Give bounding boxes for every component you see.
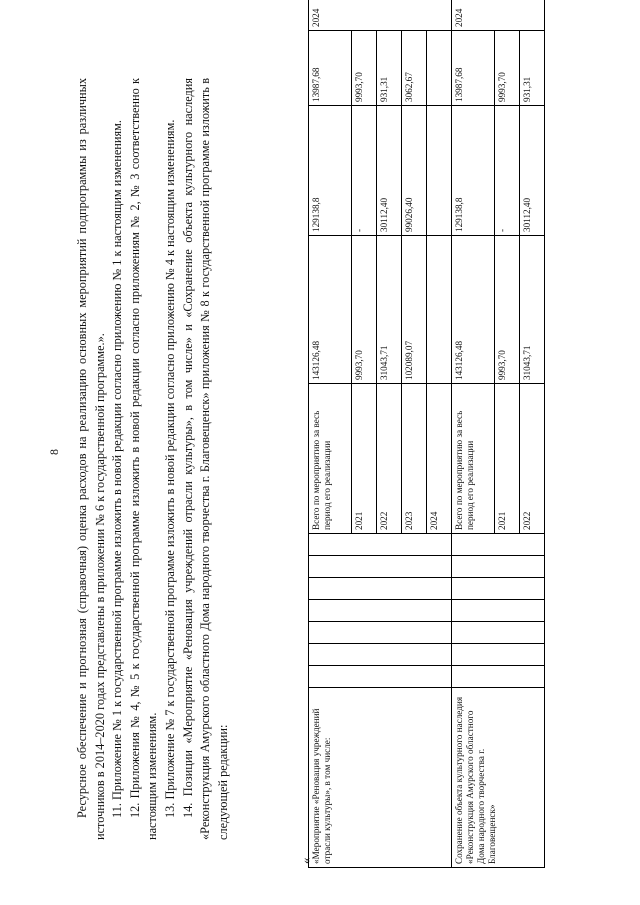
period-label-cell: 2022 bbox=[520, 384, 545, 534]
total-cell: 31043,71 bbox=[377, 236, 402, 384]
period-label-cell: 2021 bbox=[352, 384, 377, 534]
federal-budget-cell: - bbox=[352, 106, 377, 236]
resource-table bbox=[308, 0, 545, 868]
empty-cell bbox=[309, 622, 452, 644]
empty-cell bbox=[452, 644, 545, 666]
regional-budget-cell bbox=[427, 31, 452, 106]
empty-cell bbox=[452, 666, 545, 688]
body-text bbox=[74, 78, 232, 840]
regional-budget-cell: 13987,68 bbox=[309, 31, 352, 106]
regional-budget-cell: 9993,70 bbox=[495, 31, 520, 106]
federal-budget-cell: 30112,40 bbox=[377, 106, 402, 236]
period-label-cell: Всего по мероприятию за весь период его реализации bbox=[452, 384, 495, 534]
regional-budget-cell: 931,31 bbox=[520, 31, 545, 106]
opening-quote-mark: « bbox=[298, 857, 313, 864]
total-cell: 9993,70 bbox=[352, 236, 377, 384]
table-row bbox=[452, 0, 495, 868]
paragraph: 11. Приложение № 1 к государственной программе изложить в новой редакции согласно приложению № 1 к настоящим изменениям. bbox=[110, 120, 125, 818]
paragraph: 13. Приложение № 7 к государственной программе изложить в новой редакции согласно приложению № 4 к настоящим изменениям. bbox=[162, 119, 177, 818]
total-cell: 31043,71 bbox=[520, 236, 545, 384]
total-cell: 9993,70 bbox=[495, 236, 520, 384]
total-cell: 143126,48 bbox=[309, 236, 352, 384]
empty-cell bbox=[309, 644, 452, 666]
paragraph: Ресурсное обеспечение и прогнозная (справочная) оценка расходов на реализацию основных мероприятий подпрограммы из различных источников в 2014–2020 годах представлены в приложении № 6 к государственной программе.». bbox=[75, 78, 107, 840]
empty-cell bbox=[452, 578, 545, 600]
period-label-cell: 2022 bbox=[377, 384, 402, 534]
paragraph: 14. Позиции «Мероприятие «Реновация учреждений отрасли культуры», в том числе» и «Сохранение объекта культурного наследия «Реконструкция Амурского областного Дома народного творчества г. Благовещенск» приложения № 8 к государственной программе изложить в следующей редакции: bbox=[180, 78, 230, 840]
empty-cell bbox=[309, 556, 452, 578]
period-label-cell: Всего по мероприятию за весь период его реализации bbox=[309, 384, 352, 534]
event-name-cell: «Мероприятие «Реновация учреждений отрасли культуры», в том числе: bbox=[309, 688, 452, 868]
page-number: 8 bbox=[47, 449, 61, 455]
federal-budget-cell: 99026,40 bbox=[402, 106, 427, 236]
empty-cell bbox=[452, 600, 545, 622]
federal-budget-cell: - bbox=[495, 106, 520, 236]
resource-table-wrapper bbox=[308, 8, 545, 868]
empty-cell bbox=[452, 534, 545, 556]
federal-budget-cell bbox=[427, 106, 452, 236]
empty-cell bbox=[309, 534, 452, 556]
regional-budget-cell: 13987,68 bbox=[452, 31, 495, 106]
empty-cell bbox=[309, 666, 452, 688]
total-cell: 102089,07 bbox=[402, 236, 427, 384]
federal-budget-cell: 129138,8 bbox=[452, 106, 495, 236]
table-body bbox=[309, 0, 545, 868]
period-label-cell: 2023 bbox=[402, 384, 427, 534]
regional-budget-cell: 9993,70 bbox=[352, 31, 377, 106]
empty-cell bbox=[452, 622, 545, 644]
event-name-cell: Сохранение объекта культурного наследия «Реконструкция Амурского областного Дома народного творчества г. Благовещенск» bbox=[452, 688, 545, 868]
total-cell: 143126,48 bbox=[452, 236, 495, 384]
period-label-cell: 2024 bbox=[427, 384, 452, 534]
completion-year-cell: 2024 bbox=[309, 0, 452, 31]
completion-year-cell: 2024 bbox=[452, 0, 545, 31]
rotated-page-content bbox=[0, 8, 640, 880]
table-row bbox=[309, 0, 352, 868]
federal-budget-cell: 129138,8 bbox=[309, 106, 352, 236]
empty-cell bbox=[309, 578, 452, 600]
total-cell bbox=[427, 236, 452, 384]
regional-budget-cell: 931,31 bbox=[377, 31, 402, 106]
empty-cell bbox=[452, 556, 545, 578]
empty-cell bbox=[309, 600, 452, 622]
regional-budget-cell: 3062,67 bbox=[402, 31, 427, 106]
paragraph: 12. Приложения № 4, № 5 к государственной программе изложить в новой редакции согласно приложениям № 2, № 3 соответственно к настоящим изменениям. bbox=[127, 78, 160, 840]
period-label-cell: 2021 bbox=[495, 384, 520, 534]
federal-budget-cell: 30112,40 bbox=[520, 106, 545, 236]
